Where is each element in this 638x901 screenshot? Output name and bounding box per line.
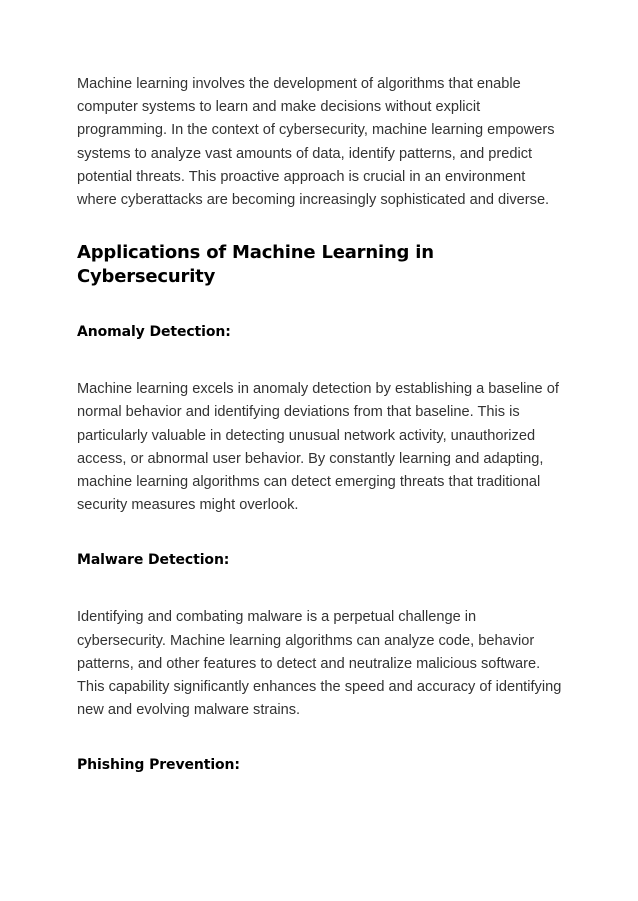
anomaly-detection-paragraph: Machine learning excels in anomaly detection by establishing a baseline of normal behavior and identifying deviations from that baseline. This is particularly valuable in detecting unusual network activity, unauthorized access, or abnormal user behavior. By constantly learning and adapting, machine learning algorithms can detect emerging threats that traditional security measures might overlook. [77, 381, 559, 514]
malware-detection-paragraph: Identifying and combating malware is a perpetual challenge in cybersecurity. Machine learning algorithms can analyze code, behavior patterns, and other features to detect and neutralize malicious software. This capability significantly enhances the speed and accuracy of identifying new and evolving malware strains. [77, 609, 562, 719]
section-heading: Applications of Machine Learning in Cybersecurity [77, 242, 434, 288]
phishing-prevention-heading: Phishing Prevention: [77, 757, 240, 774]
anomaly-detection-heading: Anomaly Detection: [77, 324, 231, 341]
intro-paragraph: Machine learning involves the development of algorithms that enable computer systems to learn and make decisions without explicit programming. In the context of cybersecurity, machine learning empowers systems to analyze vast amounts of data, identify patterns, and predict potential threats. This proactive approach is crucial in an environment where cyberattacks are becoming increasingly sophisticated and diverse. [77, 76, 555, 209]
malware-detection-heading: Malware Detection: [77, 552, 230, 569]
